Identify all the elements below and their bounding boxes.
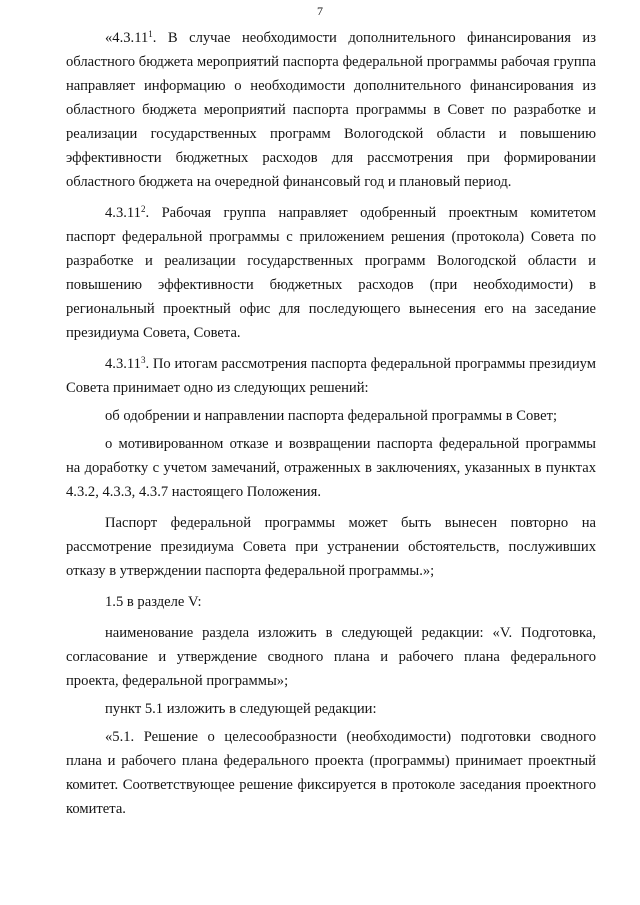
paragraph-text: 4.3.11 <box>105 356 141 372</box>
paragraph-4-3-11-2 <box>66 201 596 345</box>
paragraph-approval-option <box>66 404 596 428</box>
paragraph-text: . По итогам рассмотрения паспорта федеральной программы президиум Совета принимает одно из следующих решений: <box>66 356 596 396</box>
paragraph-text: «5.1. Решение о целесообразности (необходимости) подготовки сводного плана и рабочего плана федерального проекта (программы) принимает проектный комитет. Соответствующее решение фиксируется в протоколе заседания проектного комитета. <box>66 729 596 817</box>
page-number: 7 <box>317 4 323 18</box>
paragraph-section-v <box>66 590 596 614</box>
paragraph-refusal-option <box>66 432 596 504</box>
paragraph-text: Паспорт федеральной программы может быть вынесен повторно на рассмотрение президиума Совета при устранении обстоятельств, послуживших отказу в утверждении паспорта федеральной программы.»; <box>66 515 596 579</box>
paragraph-text: пункт 5.1 изложить в следующей редакции: <box>105 701 377 717</box>
superscript-index: 1 <box>148 29 153 39</box>
paragraph-4-3-11-3 <box>66 352 596 400</box>
paragraph-4-3-11-1 <box>66 26 596 194</box>
superscript-index: 2 <box>140 204 146 214</box>
paragraph-item-5-1-intro <box>66 697 596 721</box>
paragraph-text: 1.5 в разделе V: <box>105 594 202 610</box>
paragraph-text: 4.3.11 <box>105 205 141 221</box>
document-body <box>66 26 596 821</box>
paragraph-text: о мотивированном отказе и возвращении паспорта федеральной программы на доработку с учетом замечаний, отраженных в заключениях, указанных в пунктах 4.3.2, 4.3.3, 4.3.7 настоящего Положения. <box>66 436 596 500</box>
paragraph-item-5-1 <box>66 725 596 821</box>
superscript-index: 3 <box>140 355 146 365</box>
paragraph-text: об одобрении и направлении паспорта федеральной программы в Совет; <box>105 408 557 424</box>
paragraph-text: . Рабочая группа направляет одобренный проектным комитетом паспорт федеральной программы с приложением решения (протокола) Совета по разработке и реализации государственных программ Вологодской области и повышению эффективности бюджетных расходов (при необходимости) в региональный проектный офис для последующего вынесения его на заседание президиума Совета, Совета. <box>66 205 596 341</box>
paragraph-text: . В случае необходимости дополнительного финансирования из областного бюджета мероприятий паспорта федеральной программы рабочая группа направляет информацию о необходимости дополнительного финансирования из областного бюджета мероприятий паспорта программы в Совет по разработке и реализации государственных программ Вологодской области и повышению эффективности бюджетных расходов для рассмотрения при формировании областного бюджета на очередной финансовый год и плановый период. <box>66 30 596 190</box>
paragraph-text: наименование раздела изложить в следующей редакции: «V. Подготовка, согласование и утверждение сводного плана и рабочего плана федерального проекта, федеральной программы»; <box>66 625 596 689</box>
paragraph-text: «4.3.11 <box>105 30 149 46</box>
paragraph-resubmission <box>66 511 596 583</box>
paragraph-section-title <box>66 621 596 693</box>
